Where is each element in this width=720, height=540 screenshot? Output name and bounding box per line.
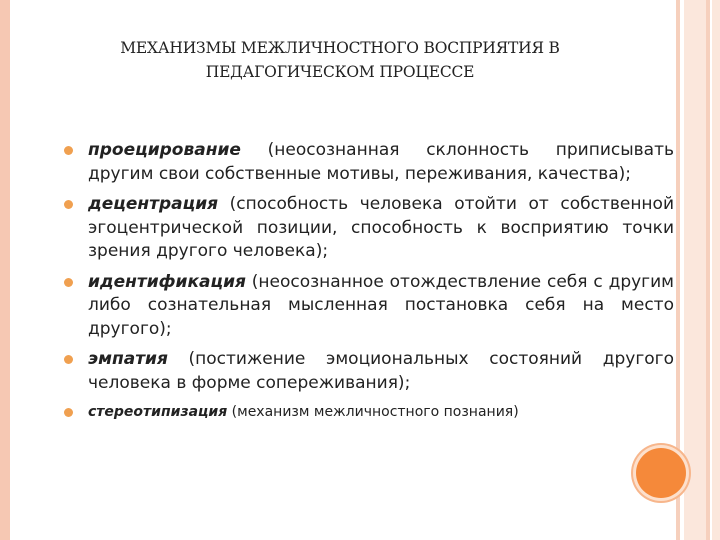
term: децентрация bbox=[88, 194, 219, 214]
term: эмпатия bbox=[88, 349, 168, 369]
bullet-icon bbox=[64, 278, 73, 287]
bullet-icon bbox=[64, 355, 73, 364]
decorative-circle bbox=[636, 448, 686, 498]
right-stripe bbox=[706, 0, 710, 540]
slide-title-line-2: ПЕДАГОГИЧЕСКОМ ПРОЦЕССЕ bbox=[205, 63, 475, 81]
definition: (способность человека отойти от собственной эгоцентрической позиции, способность к восприятию точки зрения другого человека); bbox=[88, 194, 674, 261]
definition: (неосознанное отождествление себя с другим либо сознательная мысленная постановка себя на место другого); bbox=[88, 271, 674, 339]
bullet-icon bbox=[64, 200, 73, 209]
definition: (постижение эмоциональных состояний другого человека в форме сопереживания); bbox=[88, 349, 674, 393]
definition: (механизм межличностного познания) bbox=[227, 404, 519, 420]
bullet-icon bbox=[64, 146, 73, 155]
slide-title bbox=[48, 36, 632, 84]
right-stripe bbox=[684, 0, 706, 540]
term: идентификация bbox=[88, 271, 246, 292]
left-edge-stripe bbox=[0, 0, 10, 540]
bullet-icon bbox=[64, 408, 73, 417]
list-item bbox=[62, 348, 674, 395]
mechanisms-list bbox=[62, 139, 674, 429]
term: проецирование bbox=[88, 140, 241, 160]
definition: (неосознанная склонность приписывать другим свои собственные мотивы, переживания, качества); bbox=[88, 140, 674, 184]
list-item bbox=[62, 271, 674, 342]
term: стереотипизация bbox=[88, 404, 228, 420]
slide-title-line-1: МЕХАНИЗМЫ МЕЖЛИЧНОСТНОГО ВОСПРИЯТИЯ В bbox=[120, 39, 560, 57]
list-item bbox=[62, 402, 674, 422]
right-stripe bbox=[712, 0, 720, 540]
list-item bbox=[62, 139, 674, 186]
list-item bbox=[62, 193, 674, 264]
